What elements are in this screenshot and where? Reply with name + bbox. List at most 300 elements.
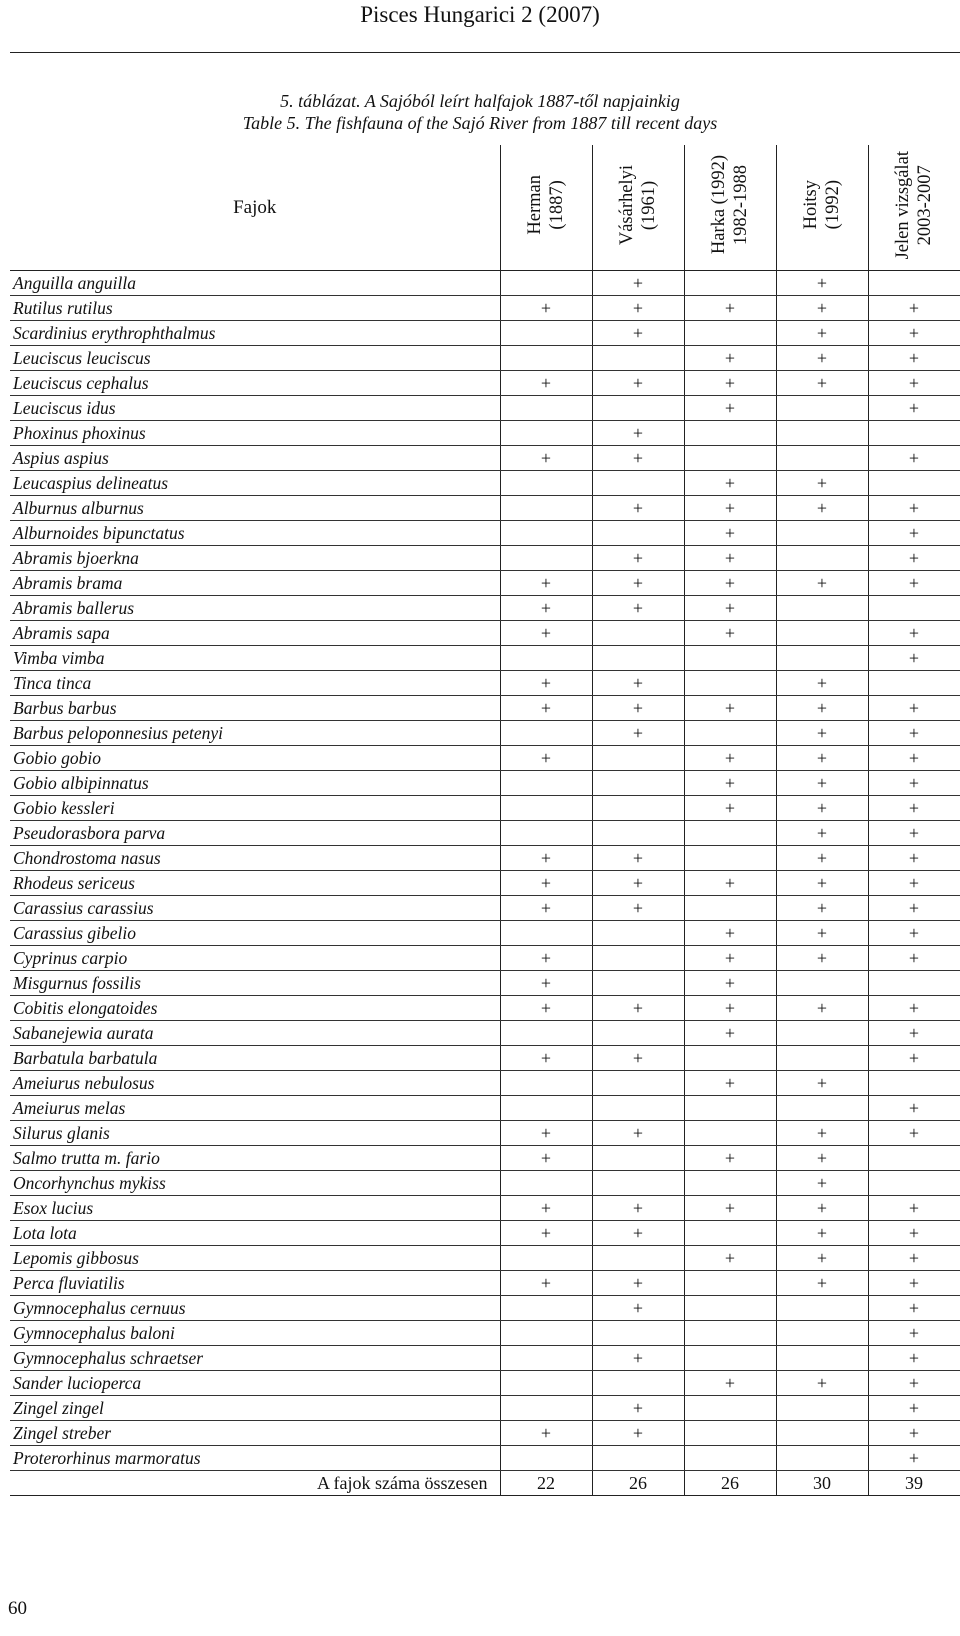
presence-mark: + xyxy=(684,296,776,321)
species-name: Perca fluviatilis xyxy=(10,1271,500,1296)
presence-mark: + xyxy=(684,621,776,646)
presence-mark xyxy=(592,621,684,646)
presence-mark xyxy=(592,1171,684,1196)
species-name: Carassius gibelio xyxy=(10,921,500,946)
presence-mark: + xyxy=(776,1246,868,1271)
presence-mark: + xyxy=(592,596,684,621)
species-name: Gymnocephalus schraetser xyxy=(10,1346,500,1371)
table-row xyxy=(10,821,960,846)
header-rule xyxy=(10,52,960,53)
table-row xyxy=(10,1371,960,1396)
table-row xyxy=(10,1046,960,1071)
presence-mark xyxy=(500,346,592,371)
presence-mark: + xyxy=(592,721,684,746)
presence-mark: + xyxy=(684,1021,776,1046)
presence-mark: + xyxy=(684,971,776,996)
source-column-header xyxy=(776,145,868,271)
presence-mark: + xyxy=(500,671,592,696)
species-name: Ameiurus nebulosus xyxy=(10,1071,500,1096)
presence-mark: + xyxy=(868,721,960,746)
presence-mark: + xyxy=(500,296,592,321)
species-name: Oncorhynchus mykiss xyxy=(10,1171,500,1196)
presence-mark xyxy=(500,1296,592,1321)
table-row xyxy=(10,1396,960,1421)
species-name: Anguilla anguilla xyxy=(10,271,500,296)
presence-mark: + xyxy=(684,1146,776,1171)
presence-mark: + xyxy=(592,1121,684,1146)
source-period: 1982-1988 xyxy=(731,164,751,246)
presence-mark: + xyxy=(592,1046,684,1071)
species-name: Abramis sapa xyxy=(10,621,500,646)
presence-mark xyxy=(776,1396,868,1421)
presence-mark: + xyxy=(868,896,960,921)
presence-mark xyxy=(592,1146,684,1171)
presence-mark xyxy=(684,1171,776,1196)
presence-mark xyxy=(776,1346,868,1371)
species-name: Rhodeus sericeus xyxy=(10,871,500,896)
species-name: Alburnus alburnus xyxy=(10,496,500,521)
presence-mark: + xyxy=(592,1196,684,1221)
species-name: Barbus barbus xyxy=(10,696,500,721)
presence-mark: + xyxy=(684,771,776,796)
presence-mark: + xyxy=(776,346,868,371)
presence-mark: + xyxy=(868,996,960,1021)
presence-mark xyxy=(776,396,868,421)
presence-mark: + xyxy=(776,296,868,321)
presence-mark xyxy=(592,346,684,371)
source-header-label xyxy=(524,175,568,235)
presence-mark xyxy=(684,821,776,846)
presence-mark xyxy=(684,721,776,746)
presence-mark xyxy=(776,1021,868,1046)
presence-mark xyxy=(684,1446,776,1471)
presence-mark: + xyxy=(592,696,684,721)
presence-mark xyxy=(684,896,776,921)
presence-mark: + xyxy=(868,1396,960,1421)
presence-mark: + xyxy=(868,846,960,871)
table-row xyxy=(10,546,960,571)
presence-mark: + xyxy=(868,521,960,546)
species-name: Zingel streber xyxy=(10,1421,500,1446)
species-name: Abramis bjoerkna xyxy=(10,546,500,571)
presence-mark: + xyxy=(868,946,960,971)
species-name: Misgurnus fossilis xyxy=(10,971,500,996)
presence-mark: + xyxy=(500,696,592,721)
presence-mark: + xyxy=(592,846,684,871)
presence-mark: + xyxy=(868,1346,960,1371)
source-period: (1961) xyxy=(639,180,659,230)
species-name: Gobio albipinnatus xyxy=(10,771,500,796)
species-name: Gobio gobio xyxy=(10,746,500,771)
table-row xyxy=(10,771,960,796)
presence-mark xyxy=(684,446,776,471)
species-name: Alburnoides bipunctatus xyxy=(10,521,500,546)
presence-mark xyxy=(500,271,592,296)
presence-mark: + xyxy=(868,921,960,946)
table-row xyxy=(10,1346,960,1371)
presence-mark: + xyxy=(776,321,868,346)
species-name: Vimba vimba xyxy=(10,646,500,671)
presence-mark: + xyxy=(592,1221,684,1246)
presence-mark: + xyxy=(868,646,960,671)
presence-mark: + xyxy=(684,546,776,571)
presence-mark: + xyxy=(592,321,684,346)
presence-mark: + xyxy=(592,871,684,896)
table-row xyxy=(10,396,960,421)
table-row xyxy=(10,746,960,771)
presence-mark: + xyxy=(500,971,592,996)
species-name: Sander lucioperca xyxy=(10,1371,500,1396)
presence-mark: + xyxy=(592,571,684,596)
presence-mark: + xyxy=(776,571,868,596)
table-row xyxy=(10,1421,960,1446)
presence-mark: + xyxy=(776,1071,868,1096)
presence-mark xyxy=(868,596,960,621)
presence-mark: + xyxy=(500,1271,592,1296)
presence-mark: + xyxy=(868,1296,960,1321)
species-total: 22 xyxy=(500,1471,592,1496)
presence-mark xyxy=(592,796,684,821)
presence-mark: + xyxy=(684,1196,776,1221)
presence-mark xyxy=(684,1271,776,1296)
presence-mark xyxy=(776,521,868,546)
source-author: Hoitsy xyxy=(801,180,821,230)
presence-mark xyxy=(592,771,684,796)
species-name: Lota lota xyxy=(10,1221,500,1246)
presence-mark xyxy=(592,396,684,421)
presence-mark xyxy=(592,1321,684,1346)
presence-mark: + xyxy=(592,546,684,571)
presence-mark: + xyxy=(868,1446,960,1471)
total-label: A fajok száma összesen xyxy=(10,1471,500,1496)
presence-mark xyxy=(684,1121,776,1146)
presence-mark: + xyxy=(684,1246,776,1271)
presence-mark xyxy=(684,1421,776,1446)
presence-mark: + xyxy=(868,296,960,321)
table-row xyxy=(10,921,960,946)
source-column-header xyxy=(868,145,960,271)
presence-mark: + xyxy=(776,771,868,796)
presence-mark xyxy=(592,1371,684,1396)
presence-mark: + xyxy=(592,421,684,446)
presence-mark xyxy=(592,971,684,996)
presence-mark xyxy=(592,1096,684,1121)
presence-mark: + xyxy=(684,571,776,596)
table-row xyxy=(10,371,960,396)
species-name: Barbatula barbatula xyxy=(10,1046,500,1071)
presence-mark xyxy=(684,1096,776,1121)
table-row xyxy=(10,496,960,521)
presence-mark xyxy=(868,421,960,446)
presence-mark xyxy=(592,746,684,771)
presence-mark: + xyxy=(592,1396,684,1421)
table-row xyxy=(10,646,960,671)
presence-mark xyxy=(500,1096,592,1121)
presence-mark: + xyxy=(592,1271,684,1296)
presence-mark: + xyxy=(776,1146,868,1171)
species-name: Leuciscus leuciscus xyxy=(10,346,500,371)
presence-mark: + xyxy=(868,1021,960,1046)
presence-mark xyxy=(868,671,960,696)
presence-mark: + xyxy=(684,796,776,821)
species-name: Cobitis elongatoides xyxy=(10,996,500,1021)
presence-mark: + xyxy=(868,546,960,571)
presence-mark: + xyxy=(592,296,684,321)
presence-mark: + xyxy=(500,1121,592,1146)
presence-mark xyxy=(500,771,592,796)
presence-mark: + xyxy=(500,596,592,621)
presence-mark xyxy=(500,1246,592,1271)
presence-mark xyxy=(776,646,868,671)
species-name: Gymnocephalus baloni xyxy=(10,1321,500,1346)
presence-mark: + xyxy=(776,1196,868,1221)
table-footer xyxy=(10,1471,960,1496)
table-row xyxy=(10,846,960,871)
presence-mark: + xyxy=(776,921,868,946)
presence-mark: + xyxy=(684,596,776,621)
species-name: Barbus peloponnesius petenyi xyxy=(10,721,500,746)
presence-mark xyxy=(500,1371,592,1396)
presence-mark xyxy=(500,821,592,846)
presence-mark: + xyxy=(868,496,960,521)
species-name: Cyprinus carpio xyxy=(10,946,500,971)
presence-mark xyxy=(500,1321,592,1346)
presence-mark: + xyxy=(868,796,960,821)
presence-mark: + xyxy=(868,821,960,846)
species-name: Carassius carassius xyxy=(10,896,500,921)
presence-mark xyxy=(500,1071,592,1096)
presence-mark: + xyxy=(776,1221,868,1246)
species-name: Abramis brama xyxy=(10,571,500,596)
species-name: Leuciscus cephalus xyxy=(10,371,500,396)
presence-mark: + xyxy=(500,896,592,921)
presence-mark xyxy=(500,646,592,671)
presence-mark xyxy=(592,521,684,546)
presence-mark: + xyxy=(500,871,592,896)
table-row xyxy=(10,446,960,471)
presence-mark: + xyxy=(776,996,868,1021)
presence-mark xyxy=(776,546,868,571)
presence-mark: + xyxy=(592,271,684,296)
presence-mark: + xyxy=(684,1371,776,1396)
presence-mark xyxy=(776,1096,868,1121)
presence-mark xyxy=(684,1221,776,1246)
presence-mark xyxy=(684,846,776,871)
source-header-label xyxy=(708,155,752,254)
presence-mark xyxy=(592,1071,684,1096)
presence-mark xyxy=(868,271,960,296)
presence-mark: + xyxy=(684,921,776,946)
species-total: 26 xyxy=(592,1471,684,1496)
presence-mark xyxy=(776,1296,868,1321)
table-row xyxy=(10,1221,960,1246)
presence-mark xyxy=(776,1321,868,1346)
presence-mark: + xyxy=(868,1046,960,1071)
presence-mark: + xyxy=(776,1271,868,1296)
table-row xyxy=(10,621,960,646)
presence-mark: + xyxy=(776,796,868,821)
presence-mark: + xyxy=(592,496,684,521)
table-caption-english: Table 5. The fishfauna of the Sajó River from 1887 till recent days xyxy=(242,113,718,133)
species-name: Gymnocephalus cernuus xyxy=(10,1296,500,1321)
presence-mark: + xyxy=(776,1371,868,1396)
presence-mark xyxy=(684,1321,776,1346)
presence-mark xyxy=(776,446,868,471)
page-number: 60 xyxy=(8,1598,27,1619)
presence-mark: + xyxy=(868,1371,960,1396)
presence-mark: + xyxy=(684,396,776,421)
table-row xyxy=(10,296,960,321)
table-row xyxy=(10,1196,960,1221)
presence-mark xyxy=(500,1446,592,1471)
species-name: Leuciscus idus xyxy=(10,396,500,421)
presence-mark: + xyxy=(684,471,776,496)
species-name: Proterorhinus marmoratus xyxy=(10,1446,500,1471)
source-author: Jelen vizsgálat xyxy=(893,150,913,260)
presence-mark: + xyxy=(500,571,592,596)
table-row xyxy=(10,1446,960,1471)
running-head: Pisces Hungarici 2 (2007) xyxy=(360,2,600,27)
species-total: 26 xyxy=(684,1471,776,1496)
presence-mark: + xyxy=(868,321,960,346)
species-name: Leucaspius delineatus xyxy=(10,471,500,496)
species-name: Aspius aspius xyxy=(10,446,500,471)
presence-mark xyxy=(500,1346,592,1371)
presence-mark: + xyxy=(776,721,868,746)
species-total: 39 xyxy=(868,1471,960,1496)
presence-mark: + xyxy=(776,896,868,921)
source-header-label xyxy=(800,180,844,229)
presence-mark: + xyxy=(776,371,868,396)
species-name: Zingel zingel xyxy=(10,1396,500,1421)
presence-mark xyxy=(684,1046,776,1071)
presence-mark xyxy=(776,1421,868,1446)
presence-mark xyxy=(868,1171,960,1196)
table-row xyxy=(10,1171,960,1196)
table-row xyxy=(10,1246,960,1271)
presence-mark: + xyxy=(592,1421,684,1446)
presence-mark: + xyxy=(500,1196,592,1221)
table-row xyxy=(10,521,960,546)
presence-mark: + xyxy=(868,1196,960,1221)
presence-mark: + xyxy=(868,346,960,371)
source-period: (1887) xyxy=(547,180,567,230)
presence-mark xyxy=(776,1446,868,1471)
presence-mark xyxy=(500,721,592,746)
presence-mark: + xyxy=(684,496,776,521)
presence-mark: + xyxy=(684,346,776,371)
presence-mark xyxy=(500,921,592,946)
presence-mark: + xyxy=(868,871,960,896)
presence-mark: + xyxy=(684,1071,776,1096)
presence-mark: + xyxy=(684,746,776,771)
presence-mark xyxy=(500,546,592,571)
table-row xyxy=(10,896,960,921)
source-header-label xyxy=(892,151,936,259)
presence-mark xyxy=(500,1396,592,1421)
presence-mark: + xyxy=(592,1296,684,1321)
presence-mark: + xyxy=(776,671,868,696)
presence-mark xyxy=(776,596,868,621)
table-row xyxy=(10,971,960,996)
presence-mark xyxy=(500,496,592,521)
presence-mark xyxy=(776,1046,868,1071)
presence-mark xyxy=(592,921,684,946)
table-row xyxy=(10,1121,960,1146)
presence-mark: + xyxy=(500,746,592,771)
species-name: Salmo trutta m. fario xyxy=(10,1146,500,1171)
presence-mark: + xyxy=(776,496,868,521)
table-row xyxy=(10,1296,960,1321)
table-body xyxy=(10,271,960,1471)
presence-mark: + xyxy=(500,946,592,971)
presence-mark: + xyxy=(776,746,868,771)
table-row xyxy=(10,346,960,371)
presence-mark xyxy=(684,1296,776,1321)
presence-mark xyxy=(500,321,592,346)
table-row xyxy=(10,1071,960,1096)
source-column-header xyxy=(592,145,684,271)
source-author: Vásárhelyi xyxy=(617,164,637,246)
presence-mark xyxy=(592,821,684,846)
presence-mark xyxy=(776,421,868,446)
presence-mark: + xyxy=(684,696,776,721)
presence-mark: + xyxy=(776,846,868,871)
presence-mark: + xyxy=(868,396,960,421)
presence-mark: + xyxy=(868,771,960,796)
table-row xyxy=(10,1021,960,1046)
presence-mark: + xyxy=(500,621,592,646)
header-row xyxy=(10,145,960,271)
presence-mark: + xyxy=(500,1046,592,1071)
presence-mark xyxy=(500,421,592,446)
presence-mark: + xyxy=(868,446,960,471)
table-row xyxy=(10,696,960,721)
presence-mark: + xyxy=(868,1096,960,1121)
presence-mark xyxy=(776,971,868,996)
presence-mark xyxy=(592,471,684,496)
species-name: Lepomis gibbosus xyxy=(10,1246,500,1271)
table-row xyxy=(10,1321,960,1346)
species-name: Chondrostoma nasus xyxy=(10,846,500,871)
table-row xyxy=(10,871,960,896)
presence-mark: + xyxy=(868,1246,960,1271)
table-row xyxy=(10,721,960,746)
species-total: 30 xyxy=(776,1471,868,1496)
presence-mark: + xyxy=(592,1346,684,1371)
source-header-label xyxy=(616,165,660,245)
presence-mark: + xyxy=(592,896,684,921)
presence-mark: + xyxy=(868,746,960,771)
presence-mark: + xyxy=(868,696,960,721)
presence-mark: + xyxy=(868,571,960,596)
table-row xyxy=(10,571,960,596)
presence-mark: + xyxy=(776,1121,868,1146)
presence-mark xyxy=(592,646,684,671)
presence-mark: + xyxy=(500,846,592,871)
presence-mark xyxy=(868,1071,960,1096)
presence-mark: + xyxy=(500,371,592,396)
presence-mark: + xyxy=(684,871,776,896)
presence-mark xyxy=(684,271,776,296)
presence-mark xyxy=(684,1346,776,1371)
source-author: Harka (1992) xyxy=(709,155,729,255)
source-column-header xyxy=(500,145,592,271)
species-name: Abramis ballerus xyxy=(10,596,500,621)
table-row xyxy=(10,321,960,346)
presence-mark: + xyxy=(776,946,868,971)
presence-mark xyxy=(592,1246,684,1271)
